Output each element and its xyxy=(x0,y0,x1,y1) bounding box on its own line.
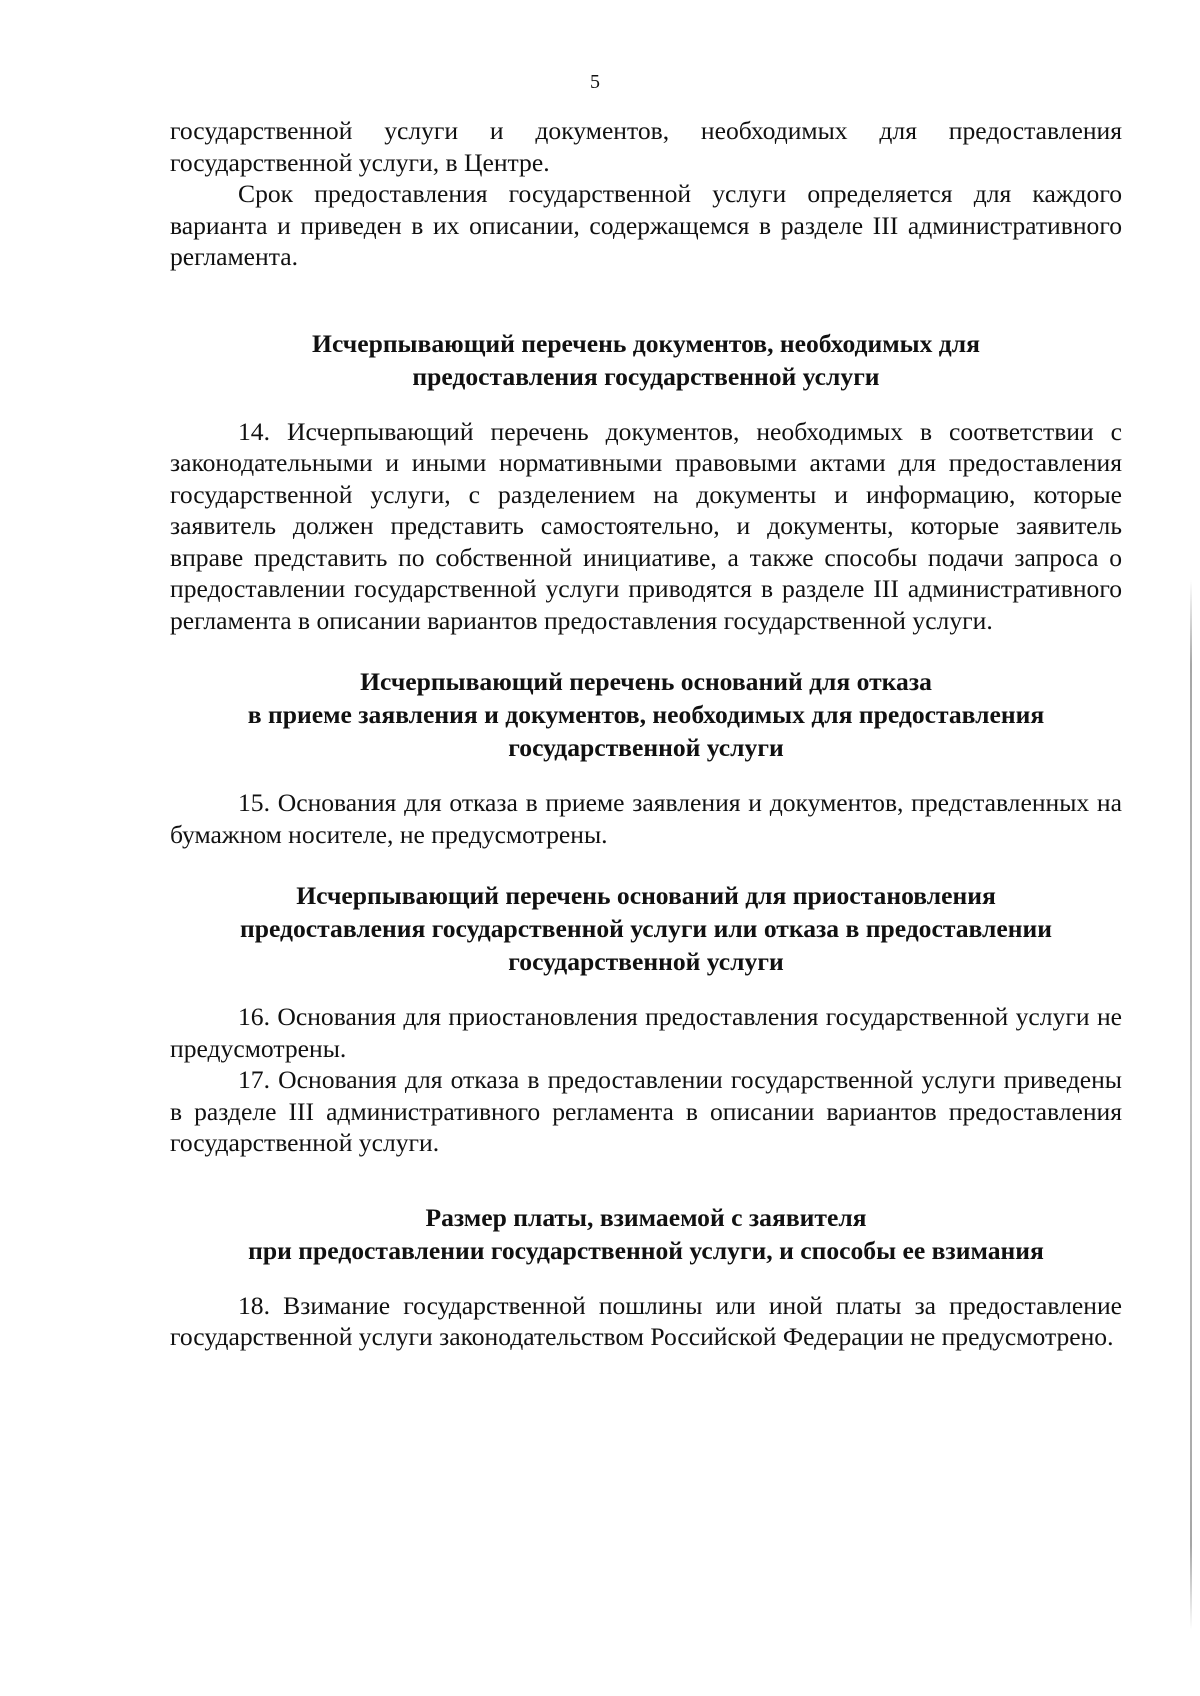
scan-edge-line xyxy=(1190,580,1192,1630)
heading-line: Исчерпывающий перечень оснований для отказа xyxy=(360,667,932,696)
paragraph-16: 16. Основания для приостановления предоставления государственной услуги не предусмотрены. xyxy=(170,1002,1122,1063)
heading-suspension xyxy=(170,879,1122,978)
page-number: 5 xyxy=(590,71,600,93)
paragraph-continued: государственной услуги и документов, необходимых для предоставления государственной услуги, в Центре. xyxy=(170,116,1122,177)
heading-line: в приеме заявления и документов, необходимых для предоставления xyxy=(247,700,1045,729)
heading-fee xyxy=(170,1201,1122,1267)
heading-refusal-reception xyxy=(170,665,1122,764)
paragraph-term: Срок предоставления государственной услуги определяется для каждого варианта и приведен в их описании, содержащемся в разделе III административного регламента. xyxy=(170,179,1122,271)
heading-line: государственной услуги xyxy=(508,733,784,762)
heading-line: Исчерпывающий перечень оснований для приостановления xyxy=(296,881,996,910)
heading-line: предоставления государственной услуги xyxy=(412,361,880,391)
paragraph-17: 17. Основания для отказа в предоставлении государственной услуги приведены в разделе III административного регламента в описании вариантов предоставления государственной услуги. xyxy=(170,1065,1122,1157)
paragraph-14: 14. Исчерпывающий перечень документов, необходимых в соответствии с законодательными и иными нормативными правовыми актами для предоставления государственной услуги, с разделением на документы и информацию, которые заявитель должен представить самостоятельно, и документы, которые заявитель вправе представить по собственной инициативе, а также способы подачи запроса о предоставлении государственной услуги приводятся в разделе III административного регламента в описании вариантов предоставления государственной услуги. xyxy=(170,416,1122,635)
paragraph-15: 15. Основания для отказа в приеме заявления и документов, представленных на бумажном носителе, не предусмотрены. xyxy=(170,788,1122,849)
heading-line: Размер платы, взимаемой с заявителя xyxy=(425,1202,867,1232)
heading-line: при предоставлении государственной услуги, и способы ее взимания xyxy=(248,1235,1044,1265)
heading-documents-list xyxy=(170,327,1122,393)
heading-line: предоставления государственной услуги или отказа в предоставлении xyxy=(240,914,1052,943)
page-content xyxy=(170,115,1122,1353)
paragraph-18: 18. Взимание государственной пошлины или иной платы за предоставление государственной услуги законодательством Российской Федерации не предусмотрено. xyxy=(170,1290,1122,1351)
heading-line: Исчерпывающий перечень документов, необходимых для xyxy=(312,328,980,358)
heading-line: государственной услуги xyxy=(508,947,784,976)
